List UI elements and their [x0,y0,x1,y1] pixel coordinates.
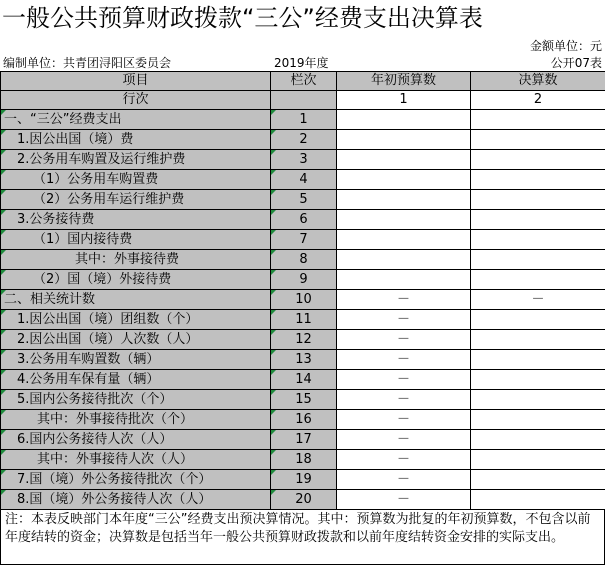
row-label: 2.公务用车购置及运行维护费 [1,150,271,170]
row-label: （1）国内接待费 [1,230,271,250]
table-row [1,130,605,150]
row-final [471,350,605,370]
row-budget [337,130,471,150]
row-number: 12 [271,330,337,350]
row-final [471,490,605,510]
expense-table [0,71,605,510]
row-label: 8.国（境）外公务接待人次（人） [1,490,271,510]
row-number: 15 [271,390,337,410]
row-label: 6.国内公务接待人次（人） [1,430,271,450]
row-label: 3.公务用车购置数（辆） [1,350,271,370]
subheader-budget: 1 [337,91,471,110]
row-final [471,230,605,250]
subheader-final: 2 [471,91,605,110]
row-number: 17 [271,430,337,450]
row-label: 1.因公出国（境）费 [1,130,271,150]
header-final: 决算数 [471,72,605,91]
subheader-item: 行次 [1,91,271,110]
amount-unit: 金额单位：元 [529,39,602,53]
row-budget [337,270,471,290]
org-name: 编制单位：共青团浔阳区委员会 [3,56,172,70]
row-number: 5 [271,190,337,210]
table-row [1,310,605,330]
row-budget [337,150,471,170]
row-budget: － [337,490,471,510]
row-budget [337,110,471,130]
row-final [471,390,605,410]
row-budget: － [337,330,471,350]
row-final [471,110,605,130]
page-title: 一般公共预算财政拨款“三公”经费支出决算表 [2,4,483,32]
header-budget: 年初预算数 [337,72,471,91]
row-label: 其中：外事接待批次（个） [1,410,271,430]
header-col-no: 栏次 [271,72,337,91]
row-final [471,210,605,230]
row-budget: － [337,410,471,430]
row-label: 一、“三公”经费支出 [1,110,271,130]
row-label: 其中：外事接待费 [1,250,271,270]
row-label: 其中：外事接待人次（人） [1,450,271,470]
row-final [471,250,605,270]
table-row [1,470,605,490]
table-note: 注：本表反映部门本年度“三公”经费支出预决算情况。其中：预算数为批复的年初预算数，不包含以前年度结转的资金；决算数是包括当年一般公共预算财政拨款和以前年度结转资金安排的实际支出。 [0,509,605,565]
row-number: 7 [271,230,337,250]
row-number: 9 [271,270,337,290]
row-number: 20 [271,490,337,510]
row-final [471,470,605,490]
row-label: 1.因公出国（境）团组数（个） [1,310,271,330]
row-budget: － [337,430,471,450]
header-item: 项目 [1,72,271,91]
row-number: 16 [271,410,337,430]
row-final [471,450,605,470]
table-row [1,330,605,350]
row-label: （1）公务用车购置费 [1,170,271,190]
row-final [471,410,605,430]
row-label: 2.因公出国（境）人次数（人） [1,330,271,350]
row-budget: － [337,290,471,310]
row-final [471,270,605,290]
row-budget: － [337,470,471,490]
table-row [1,450,605,470]
row-budget: － [337,370,471,390]
row-number: 10 [271,290,337,310]
table-header-row [1,72,605,91]
row-number: 6 [271,210,337,230]
row-number: 11 [271,310,337,330]
table-row [1,170,605,190]
table-row [1,110,605,130]
table-row [1,270,605,290]
row-final [471,370,605,390]
row-final [471,170,605,190]
row-budget [337,210,471,230]
row-final [471,310,605,330]
row-final: － [471,290,605,310]
row-budget [337,230,471,250]
row-final [471,150,605,170]
row-budget: － [337,350,471,370]
row-label: 5.国内公务接待批次（个） [1,390,271,410]
row-final [471,330,605,350]
row-budget [337,170,471,190]
table-row [1,250,605,270]
table-row [1,150,605,170]
row-number: 8 [271,250,337,270]
table-row [1,190,605,210]
row-final [471,130,605,150]
table-row [1,290,605,310]
row-number: 1 [271,110,337,130]
row-budget [337,190,471,210]
row-label: 二、相关统计数 [1,290,271,310]
row-number: 4 [271,170,337,190]
row-final [471,430,605,450]
row-final [471,190,605,210]
table-row [1,370,605,390]
row-budget: － [337,450,471,470]
form-code: 公开07表 [550,56,602,70]
table-row [1,210,605,230]
row-label: 3.公务接待费 [1,210,271,230]
table-row [1,230,605,250]
row-number: 2 [271,130,337,150]
row-number: 13 [271,350,337,370]
row-number: 3 [271,150,337,170]
table-row [1,390,605,410]
row-label: （2）公务用车运行维护费 [1,190,271,210]
table-row [1,410,605,430]
table-subheader-row [1,91,605,110]
row-label: （2）国（境）外接待费 [1,270,271,290]
row-budget [337,250,471,270]
row-number: 19 [271,470,337,490]
table-row [1,490,605,510]
row-budget: － [337,310,471,330]
fiscal-year: 2019年度 [274,56,329,70]
subheader-col-no [271,91,337,110]
table-row [1,350,605,370]
row-number: 14 [271,370,337,390]
table-row [1,430,605,450]
row-label: 4.公务用车保有量（辆） [1,370,271,390]
row-label: 7.国（境）外公务接待批次（个） [1,470,271,490]
row-budget: － [337,390,471,410]
row-number: 18 [271,450,337,470]
